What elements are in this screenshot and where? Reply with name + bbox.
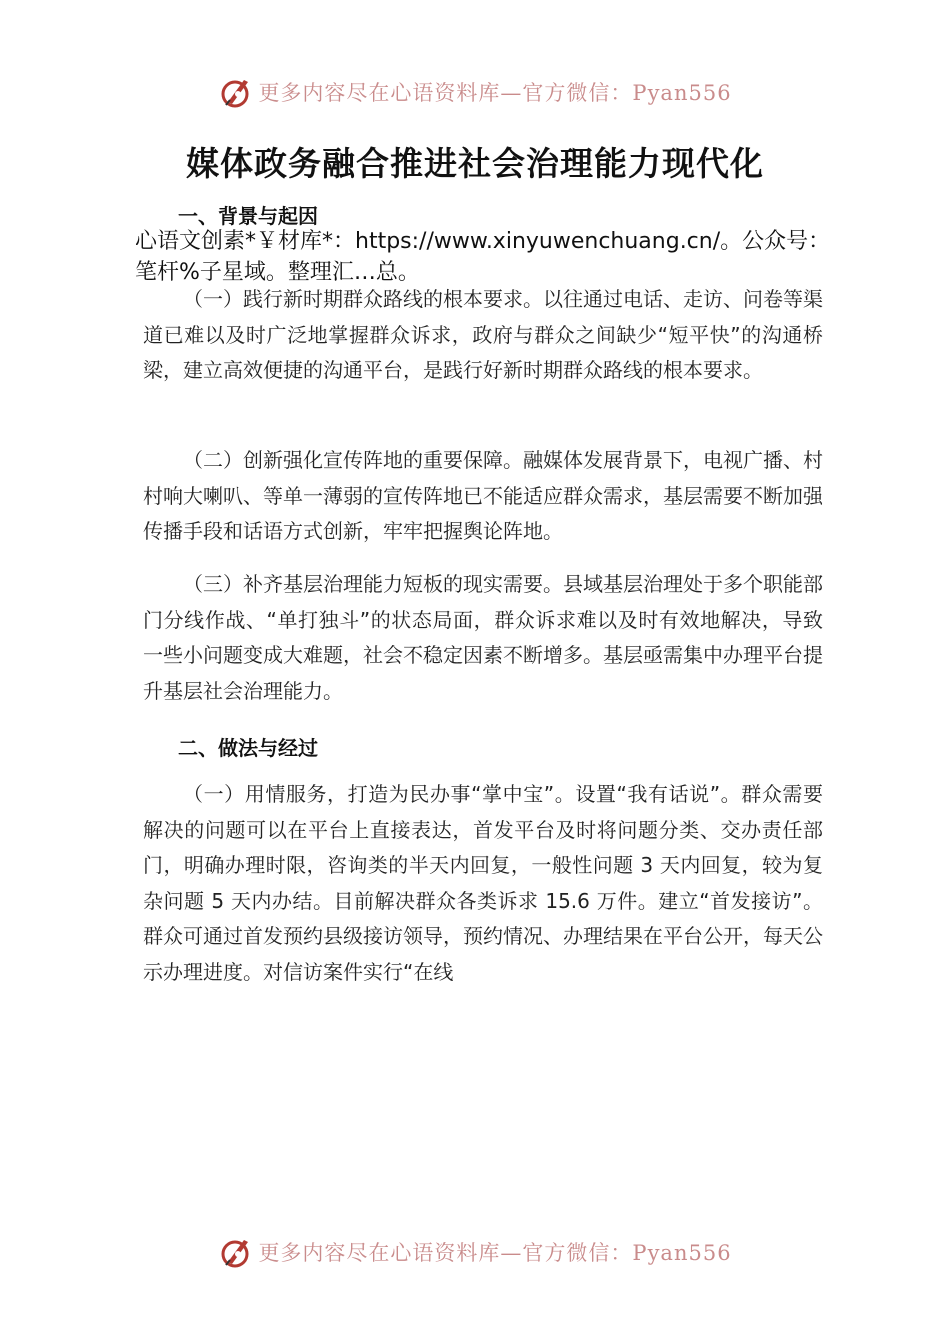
paragraph-2-1: （一）用情服务，打造为民办事“掌中宝”。设置“我有话说”。群众需要解决的问题可以在平台上直接表达，首发平台及时将问题分类、交办责任部门，明确办理时限，咨询类的半天内回复，一般性问题 3 天内回复，较为复杂问题 5 天内办结。目前解决群众各类诉求 15.6 万件。建立“首发接访”。群众可通过首发预约县级接访领导，预约情况、办理结果在平台公开，每天公示办理进度。对信访案件实行“在线 (143, 782, 823, 984)
feather-pen-logo-icon-footer (218, 1234, 254, 1270)
section-heading-background: 一、背景与起因 (178, 204, 318, 228)
section-heading-practice: 二、做法与经过 (178, 736, 318, 760)
paragraph-1-1: （一）践行新时期群众路线的根本要求。以往通过电话、走访、问卷等渠道已难以及时广泛地掌握群众诉求，政府与群众之间缺少“短平快”的沟通桥梁，建立高效便捷的沟通平台，是践行好新时期群众路线的根本要求。 (143, 287, 823, 382)
feather-pen-logo-icon (218, 74, 254, 110)
header-banner-text: 更多内容尽在心语资料库—官方微信：Pyan556 (258, 81, 732, 105)
document-title: 媒体政务融合推进社会治理能力现代化 (186, 144, 764, 183)
source-notice: 心语文创素*￥材库*：https://www.xinyuwenchuang.cn/。公众号：笔杆%子星域。整理汇…总。 (135, 229, 831, 285)
footer-banner-text: 更多内容尽在心语资料库—官方微信：Pyan556 (258, 1241, 732, 1265)
paragraph-1-3: （三）补齐基层治理能力短板的现实需要。县域基层治理处于多个职能部门分线作战、“单打独斗”的状态局面，群众诉求难以及时有效地解决，导致一些小问题变成大难题，社会不稳定因素不断增多。基层亟需集中办理平台提升基层社会治理能力。 (143, 572, 823, 703)
footer-banner (0, 1230, 950, 1274)
header-banner (0, 70, 950, 114)
paragraph-1-2: （二）创新强化宣传阵地的重要保障。融媒体发展背景下，电视广播、村村响大喇叭、等单一薄弱的宣传阵地已不能适应群众需求，基层需要不断加强传播手段和话语方式创新，牢牢把握舆论阵地。 (143, 448, 823, 543)
